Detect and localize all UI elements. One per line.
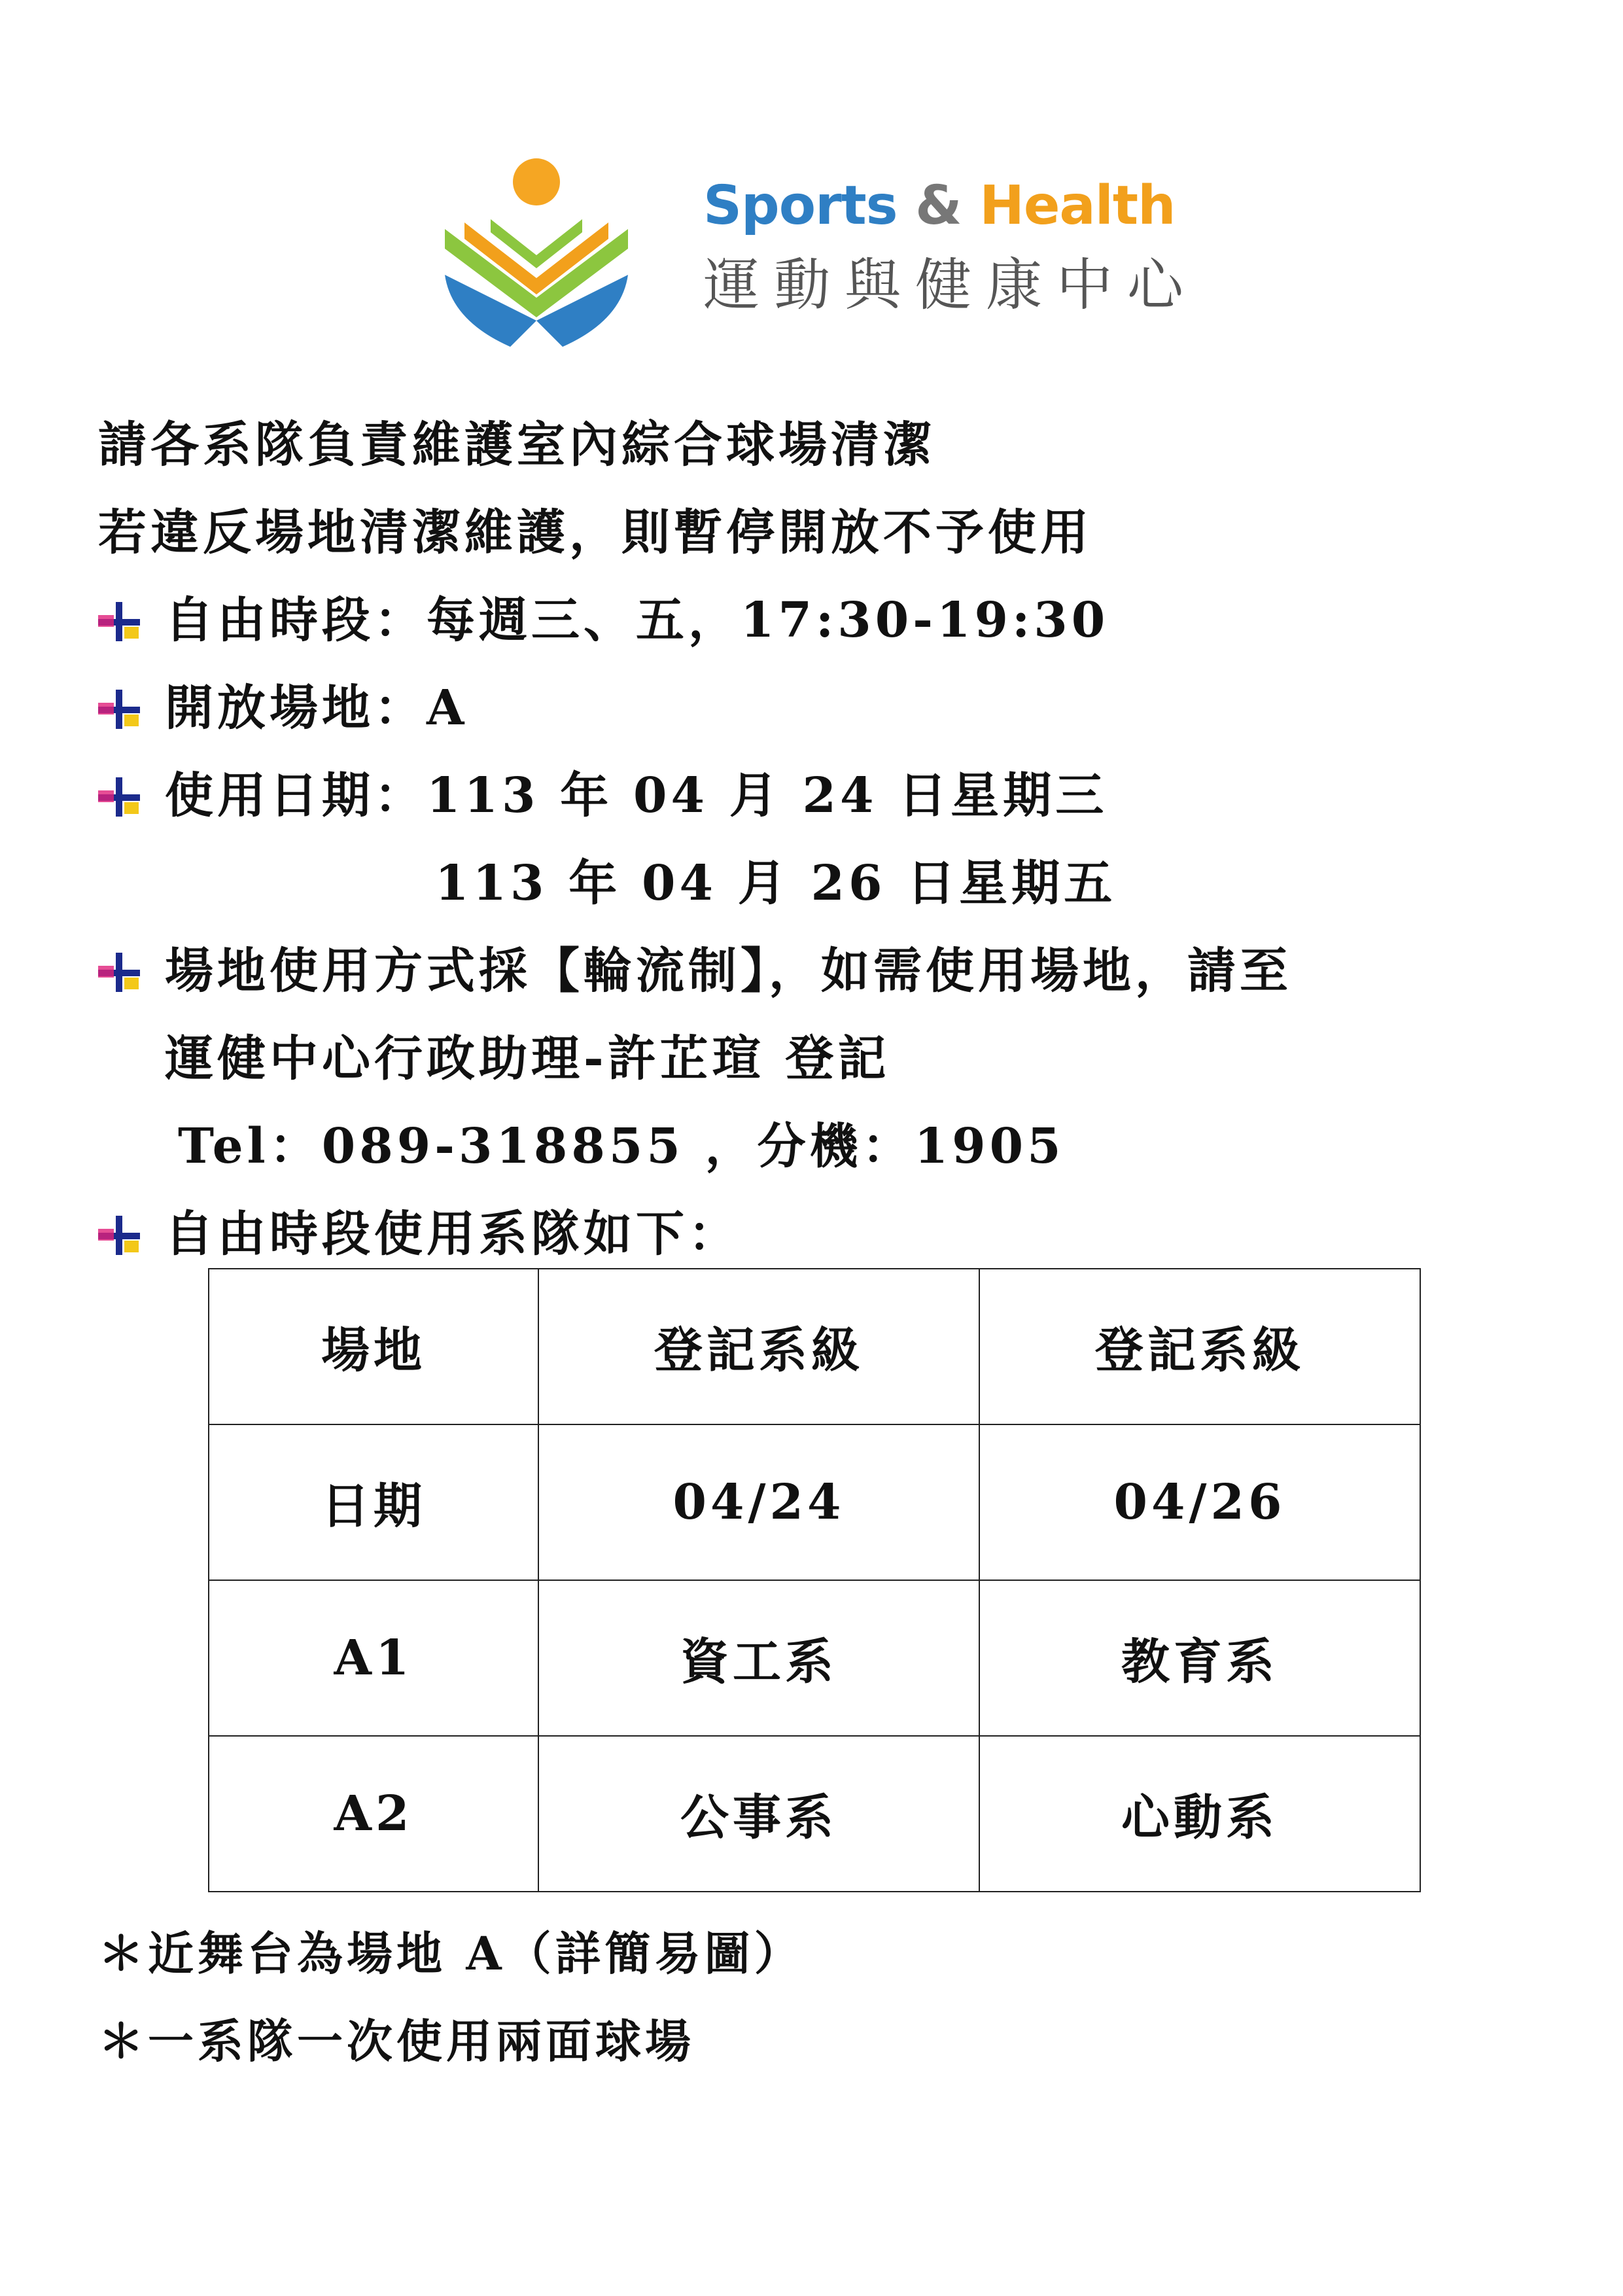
table-cell: 心動系 (979, 1736, 1420, 1892)
logo-health-word: Health (979, 175, 1176, 237)
table-cell: 04/26 (979, 1424, 1420, 1580)
table-row (209, 1580, 1420, 1736)
logo-english-name (703, 170, 1213, 242)
table-cell: 日期 (209, 1424, 538, 1580)
logo-sports-word: Sports (703, 175, 898, 237)
logo-chinese-name: 運動與健康中心 (703, 253, 1198, 318)
logo-ampersand: & (915, 175, 962, 237)
table-header-cell: 登記系級 (538, 1269, 979, 1424)
note-venue-a: ＊近舞台為場地 A（詳簡易圖） (98, 1926, 804, 1981)
intro-line-2: 若違反場地清潔維護，則暫停開放不予使用 (98, 504, 1092, 561)
sports-health-logo (438, 157, 1210, 360)
table-cell: 04/24 (538, 1424, 979, 1580)
phone-extension-text: Tel：089-318855 ，分機：1905 (178, 1118, 1065, 1174)
table-cell: 公事系 (538, 1736, 979, 1892)
plus-bullet-icon (98, 1216, 140, 1255)
use-date-text-1: 使用日期：113 年 04 月 24 日星期三 (165, 768, 1108, 824)
teams-intro-text: 自由時段使用系隊如下： (165, 1206, 741, 1262)
plus-bullet-icon (98, 953, 140, 992)
usage-method-text: 場地使用方式採【輪流制】，如需使用場地，請至 (165, 943, 1292, 999)
plus-bullet-icon (98, 602, 140, 641)
free-time-text: 自由時段：每週三、五，17:30-19:30 (165, 592, 1109, 648)
table-row (209, 1736, 1420, 1892)
table-row (209, 1424, 1420, 1580)
registration-contact-text: 運健中心行政助理-許芷瑄 登記 (165, 1031, 890, 1087)
table-cell: A2 (209, 1736, 538, 1892)
table-header-cell: 登記系級 (979, 1269, 1420, 1424)
intro-line-1: 請各系隊負責維護室內綜合球場清潔 (98, 417, 935, 473)
plus-bullet-icon (98, 777, 140, 817)
table-cell: 資工系 (538, 1580, 979, 1736)
schedule-table (208, 1268, 1421, 1892)
use-date-text-2: 113 年 04 月 26 日星期五 (435, 855, 1117, 911)
note-two-courts: ＊一系隊一次使用兩面球場 (98, 2014, 695, 2068)
table-cell: A1 (209, 1580, 538, 1736)
logo-mark-icon (438, 157, 641, 353)
table-cell: 教育系 (979, 1580, 1420, 1736)
table-header-cell: 場地 (209, 1269, 538, 1424)
open-venue-text: 開放場地：A (165, 680, 468, 736)
logo-text (703, 170, 1213, 353)
table-header-row (209, 1269, 1420, 1424)
plus-bullet-icon (98, 690, 140, 729)
